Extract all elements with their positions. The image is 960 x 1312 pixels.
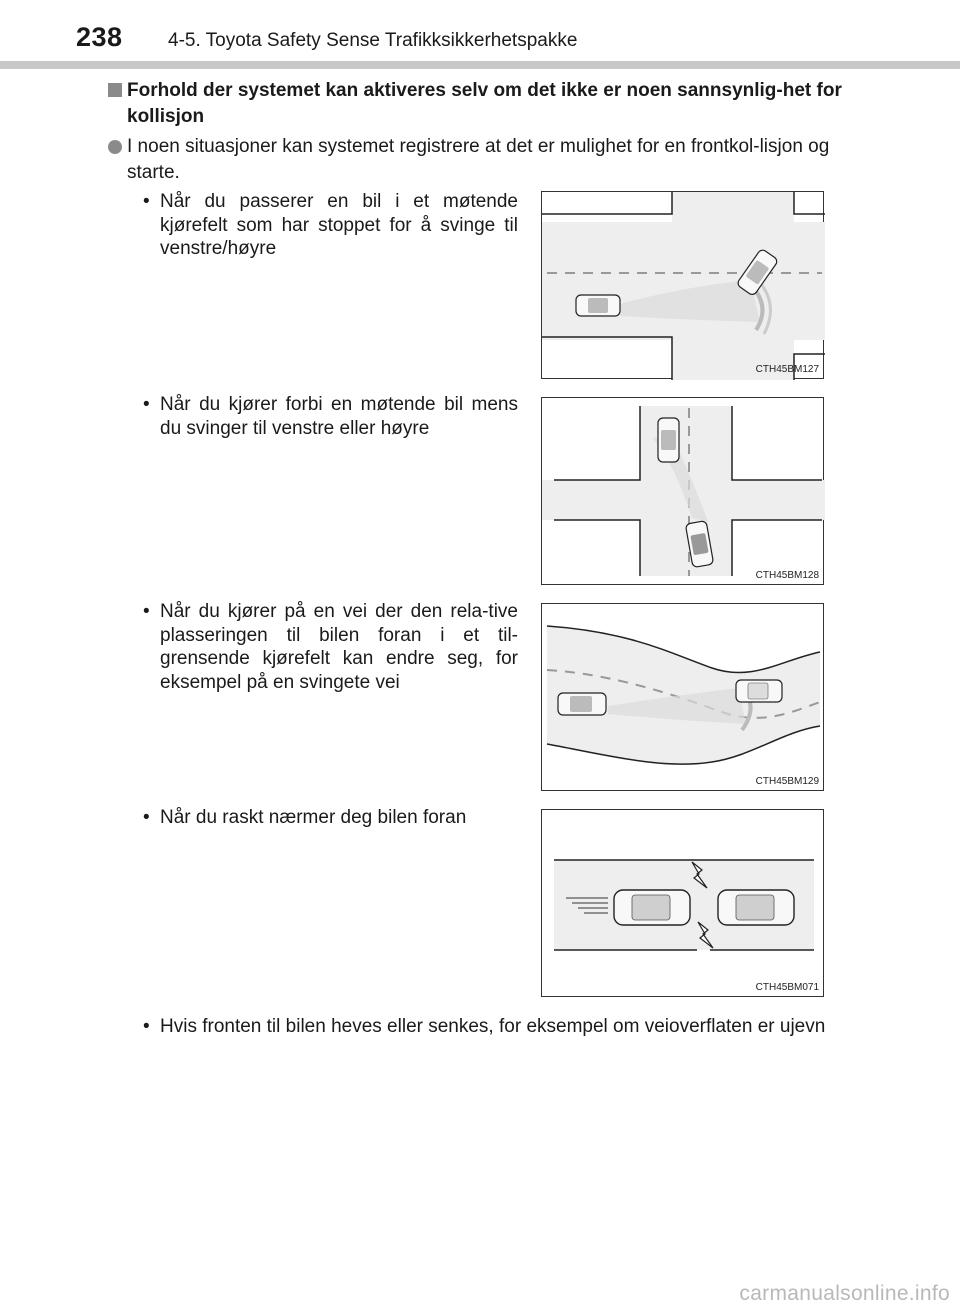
- intro-paragraph: [108, 134, 860, 186]
- figure-code: CTH45BM127: [755, 364, 819, 375]
- case-item-last: [128, 1014, 860, 1039]
- figure-approaching-fast: [541, 809, 824, 997]
- approaching-car-illustration: [542, 810, 825, 998]
- case-item: [128, 393, 518, 440]
- bullet: •: [143, 1016, 150, 1037]
- case-text: Hvis fronten til bilen heves eller senkes, for eksempel om veioverflaten er ujevn: [160, 1016, 826, 1037]
- bullet: •: [143, 601, 150, 622]
- winding-road-illustration: [542, 604, 825, 792]
- section-heading: [108, 78, 860, 130]
- intersection-turn-illustration: [542, 398, 825, 586]
- figure-winding-road: [541, 603, 824, 791]
- page-number: 238: [76, 22, 123, 52]
- section-title: 4-5. Toyota Safety Sense Trafikksikkerhetspakke: [168, 30, 578, 51]
- case-item: [128, 600, 518, 694]
- bullet: •: [143, 394, 150, 415]
- watermark: carmanualsonline.info: [739, 1282, 950, 1305]
- bullet: •: [143, 191, 150, 212]
- intersection-illustration: [542, 192, 825, 380]
- case-text: Når du passerer en bil i et møtende kjørefelt som har stoppet for å svinge til venstre/høyre: [160, 191, 518, 259]
- case-text: Når du raskt nærmer deg bilen foran: [160, 807, 467, 828]
- figure-passing-stopped-car: [541, 191, 824, 379]
- intro-text: I noen situasjoner kan systemet registrere at det er mulighet for en frontkol-lisjon og starte.: [127, 136, 830, 183]
- case-item: [128, 806, 518, 830]
- case-item: [128, 190, 518, 261]
- heading-text: Forhold der systemet kan aktiveres selv om det ikke er noen sannsynlig-het for kollisjon: [127, 80, 842, 127]
- figure-code: CTH45BM128: [755, 570, 819, 581]
- bullet: •: [143, 807, 150, 828]
- case-text: Når du kjører på en vei der den rela-tive plasseringen til bilen foran i et til-grensende kjørefelt kan endre seg, for eksempel på en svingete vei: [160, 601, 518, 693]
- circle-bullet-icon: [108, 140, 122, 154]
- case-text: Når du kjører forbi en møtende bil mens du svinger til venstre eller høyre: [160, 394, 518, 439]
- figure-code: CTH45BM071: [755, 982, 819, 993]
- square-bullet-icon: [108, 83, 122, 97]
- header-rule: [0, 61, 960, 69]
- figure-code: CTH45BM129: [755, 776, 819, 787]
- figure-turning-oncoming: [541, 397, 824, 585]
